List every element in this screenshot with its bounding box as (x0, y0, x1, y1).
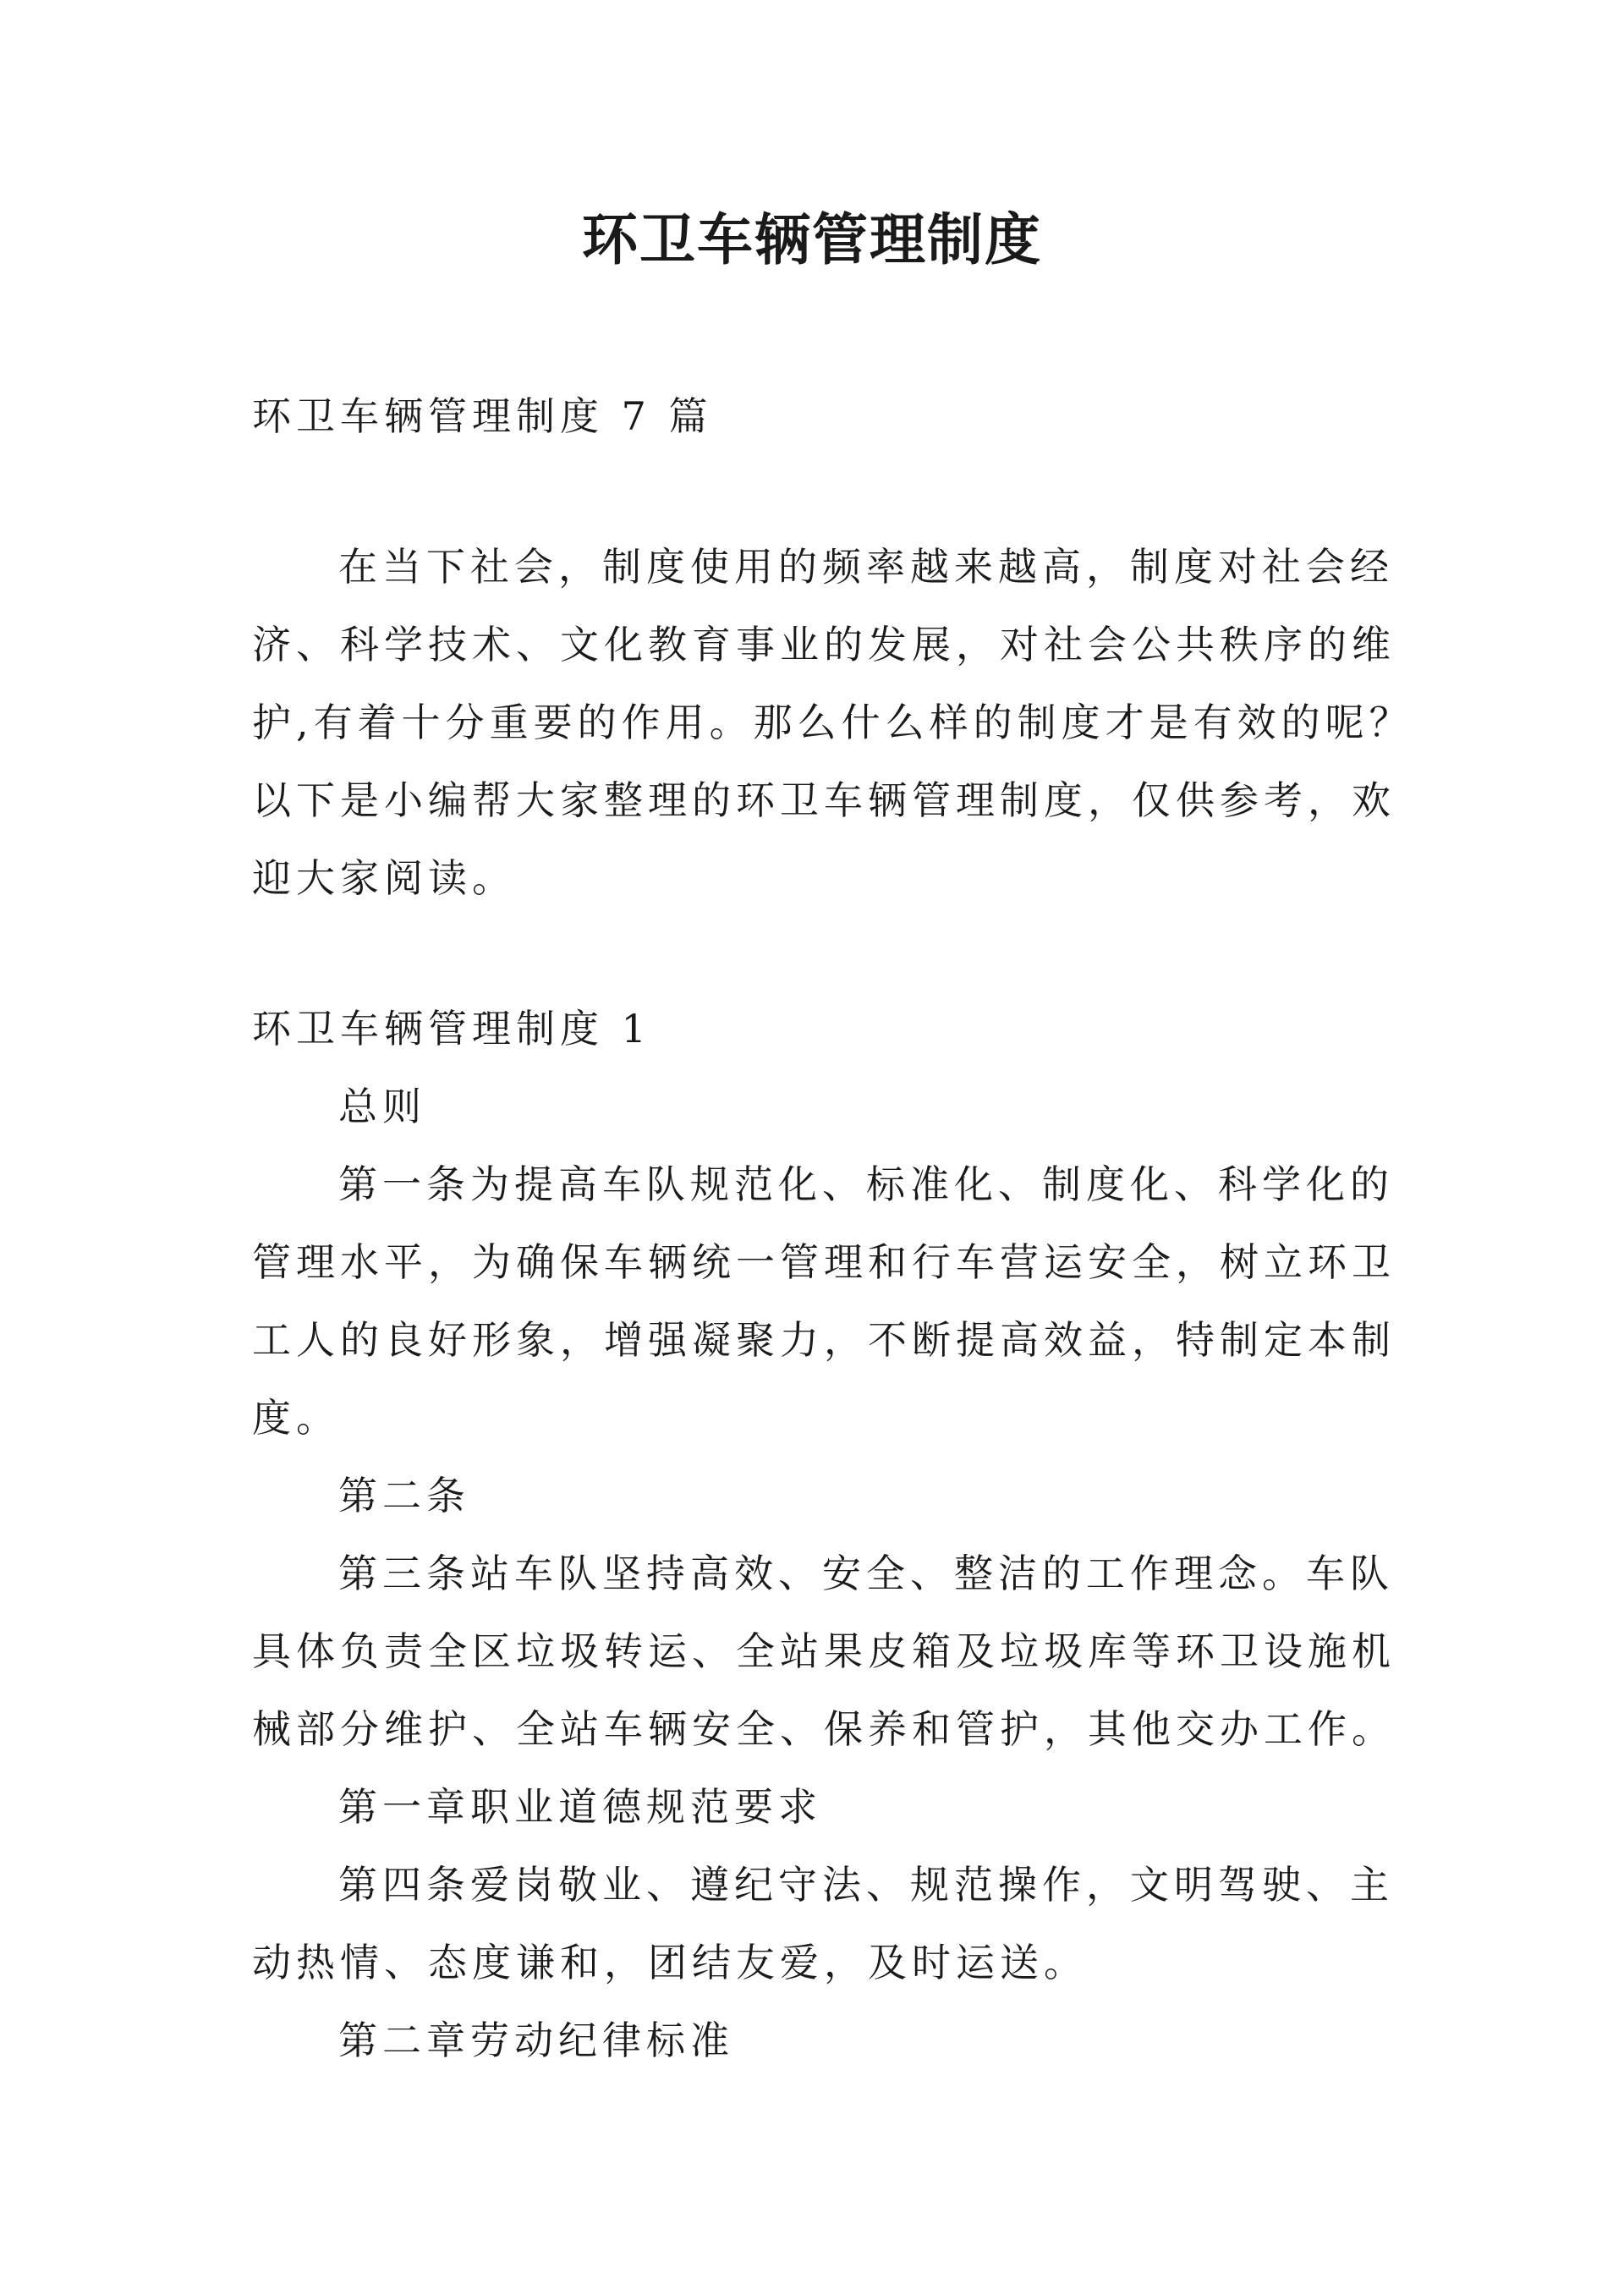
section-title: 环卫车辆管理制度 1 (252, 1006, 651, 1051)
intro-line: 迎大家阅读。 (252, 855, 516, 901)
intro-line: 护,有着十分重要的作用。那么什么样的制度才是有效的呢？ (252, 700, 1413, 745)
body-line: 第四条爱岗敬业、遵纪守法、规范操作，文明驾驶、主 (338, 1862, 1394, 1908)
body-line: 工人的良好形象，增强凝聚力，不断提高效益，特制定本制 (252, 1317, 1396, 1363)
body-line: 管理水平，为确保车辆统一管理和行车营运安全，树立环卫 (252, 1239, 1396, 1285)
body-line: 第一章职业道德规范要求 (338, 1784, 822, 1830)
body-line: 械部分维护、全站车辆安全、保养和管护，其他交办工作。 (252, 1706, 1396, 1752)
body-line: 第三条站车队坚持高效、安全、整洁的工作理念。车队 (338, 1551, 1394, 1596)
body-line: 第二条 (338, 1473, 470, 1518)
body-line: 总则 (338, 1084, 426, 1129)
document-title: 环卫车辆管理制度 (582, 206, 1042, 272)
intro-line: 济、科学技术、文化教育事业的发展，对社会公共秩序的维 (252, 622, 1396, 667)
intro-line: 以下是小编帮大家整理的环卫车辆管理制度，仅供参考，欢 (252, 777, 1396, 823)
body-line: 第一条为提高车队规范化、标准化、制度化、科学化的 (338, 1161, 1394, 1207)
intro-line: 在当下社会，制度使用的频率越来越高，制度对社会经 (338, 544, 1394, 590)
body-line: 第二章劳动纪律标准 (338, 2018, 734, 2063)
body-line: 具体负责全区垃圾转运、全站果皮箱及垃圾库等环卫设施机 (252, 1628, 1396, 1674)
body-line: 度。 (252, 1395, 340, 1441)
body-line: 动热情、态度谦和，团结友爱，及时运送。 (252, 1940, 1088, 1985)
document-subtitle: 环卫车辆管理制度 7 篇 (252, 393, 713, 439)
